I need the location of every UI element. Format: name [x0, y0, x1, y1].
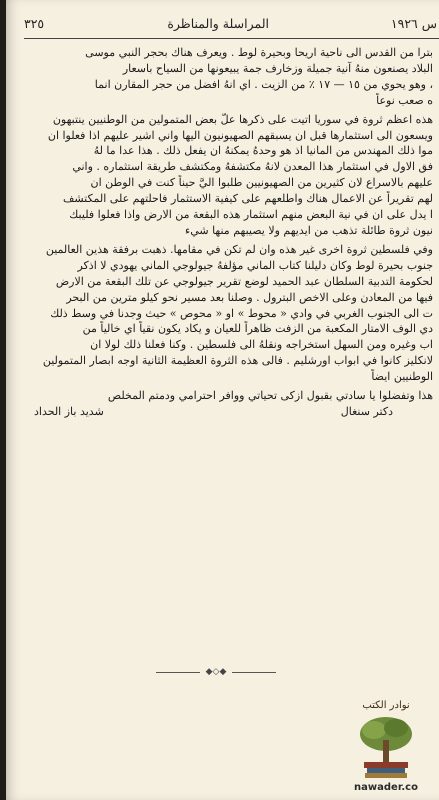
- running-header: [24, 14, 439, 36]
- article-body: [24, 45, 433, 421]
- text-line: البلاد يصنعون منهُ آنية جميلة وزخارف جمة يبيعونها من السياح باسعار: [122, 61, 433, 75]
- paragraph-1: [24, 45, 433, 109]
- text-line: ت الى الجنوب الغربي في وادي « محوط » او « محوص » حيث وجدنا في وسط ذلك: [50, 306, 433, 320]
- text-line: فيها من المعادن وعلى الاخص البترول . وصلنا بعد مسير نحو كيلو مترين من البحر: [66, 290, 433, 304]
- text-line: ا يدل على ان في نية البعض منهم استثمار هذه البقعة من الارض واذا فعلوا فليبك: [69, 208, 433, 222]
- text-line: جنوب بحيرة لوط وكان دليلنا كتاب الماني مؤلفهُ جيولوجي الماني يهودي لا اذكر: [77, 258, 433, 272]
- text-line: نيون ثروة طائلة تذهب من ايديهم ولا يصيبهم منها شيء: [185, 223, 433, 237]
- text-line: ه صعب نوعاً: [376, 93, 433, 107]
- header-title: المراسلة والمناظرة: [167, 16, 269, 31]
- header-rule: [24, 38, 439, 39]
- watermark-logo: [336, 700, 436, 795]
- text-line: ، وهو يحوي من ١٥ — ١٧ ٪ من الزيت . اي انهُ افضل من حجر المقارن انما: [94, 77, 433, 91]
- text-line: بترا من القدس الى ناحية اريحا وبحيرة لوط . ويعرف هناك بحجر النبي موسى: [85, 46, 433, 59]
- text-line: فق الاول في استثمار هذا المعدن لانهُ مكتشفهُ ومكتشف طريقة استثماره . واني: [72, 160, 433, 174]
- signature-first: دكتر سنغال: [340, 404, 393, 418]
- paragraph-closing: [24, 388, 433, 404]
- text-line: ويسعون الى استثمارها قبل ان يسبقهم الصهيونيون اليها واني اشير عليهم اذا فعلوا ان: [47, 128, 433, 142]
- header-year: س ١٩٢٦: [390, 16, 437, 31]
- text-line: هذه اعظم ثروة في سوريا اتيت على ذكرها علّ بعض المتمولين من الوطنيين ينتبهون: [52, 112, 433, 126]
- text-line: لحكومة التدبية السلطان عبد الحميد لوضع تقرير جيولوجي عن تلك البقعة من الارض: [55, 274, 433, 288]
- text-line: لهم تقريراً عن الاعمال هناك واطلعهم على كيفية الاستثمار فاحلتهم على المكتشف: [62, 192, 433, 206]
- paragraph-2: [24, 112, 433, 239]
- text-line: لانكليز كانوا في ابواب اورشليم . فالى هذه الثروة العظيمة الثانية اوجه ابصار المتمولين: [42, 354, 433, 368]
- signature-row: [24, 404, 433, 421]
- book-page: [6, 0, 439, 800]
- signature-second: شديد باز الحداد: [34, 404, 104, 418]
- text-line: الوطنيين ايضاً: [371, 370, 433, 384]
- text-line: موا ذلك المهندس من المانيا اذ هو وحدهُ يمكنهُ ان يفعل ذلك . هذا عدا ما لهُ: [93, 144, 433, 158]
- text-line: عليهم بالاسراع لان كثيرين من الصهيونيين طلبوا اليَّ حيناً كنت في الوطن ان: [90, 176, 433, 190]
- paragraph-3: [24, 242, 433, 385]
- logo-title: نوادر الكتب: [362, 700, 410, 711]
- text-line: دي الوف الامتار المكعبة من الزفت ظاهراً للعيان و يكاد يكون نقياً اي خالياً من: [82, 322, 433, 336]
- text-line: هذا وتفضلوا يا سادتي بقبول ازكى تحياتي ووافر احترامي ودمتم المخلص: [107, 389, 433, 403]
- ornament-icon: ◆◇◆: [205, 667, 227, 677]
- page-number: ٣٢٥: [24, 16, 45, 31]
- text-line: وفي فلسطين ثروة اخرى غير هذه وان لم تكن في مقامها. ذهبت برفقة هذين العالمين: [45, 242, 433, 256]
- tree-books-icon: [356, 714, 416, 780]
- logo-url: nawader.co: [354, 782, 418, 793]
- section-separator: [156, 667, 276, 677]
- text-line: اب وغيره ومن السهل استخراجه ونقلهُ الى فلسطين . وكنا فعلنا ذلك لولا ان: [90, 338, 433, 352]
